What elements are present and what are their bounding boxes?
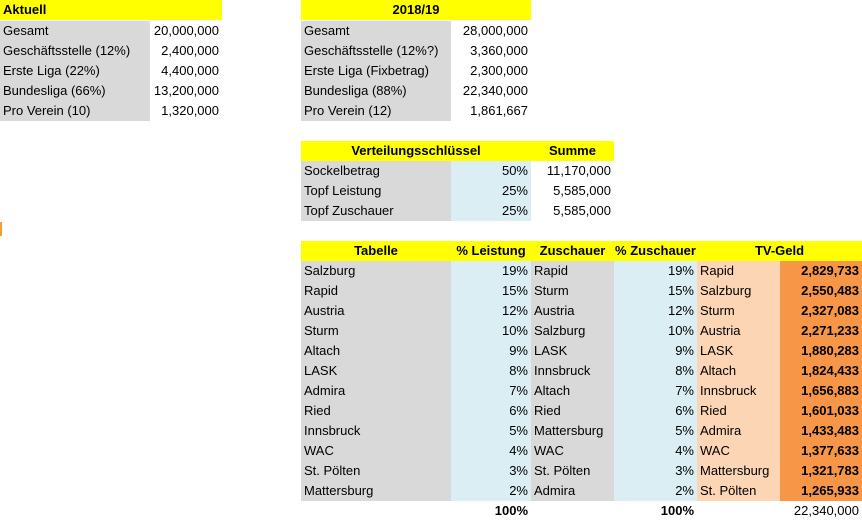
tv-amount[interactable]: 2,327,083 [780,301,862,321]
pct-leistung[interactable]: 8% [451,361,531,381]
header-zuschauer[interactable]: Zuschauer [531,241,614,261]
tv-team[interactable]: LASK [697,341,780,361]
pct-leistung[interactable]: 12% [451,301,531,321]
pct-zuschauer[interactable]: 2% [614,481,697,501]
tabelle-team[interactable]: LASK [301,361,451,381]
pct-leistung[interactable]: 3% [451,461,531,481]
header-pct-zuschauer[interactable]: % Zuschauer [614,241,697,261]
tv-team[interactable]: Ried [697,401,780,421]
pct-zuschauer[interactable]: 10% [614,321,697,341]
zuschauer-team[interactable]: Admira [531,481,614,501]
season-header[interactable]: 2018/19 [301,0,531,20]
pct-leistung[interactable]: 2% [451,481,531,501]
tabelle-team[interactable]: Rapid [301,281,451,301]
pct-leistung[interactable]: 4% [451,441,531,461]
header-tabelle[interactable]: Tabelle [301,241,451,261]
season-value[interactable]: 2,300,000 [451,61,531,81]
tabelle-team[interactable]: Austria [301,301,451,321]
verteilung-sum[interactable]: 5,585,000 [531,201,614,221]
pct-zuschauer[interactable]: 8% [614,361,697,381]
aktuell-header[interactable]: Aktuell [0,0,222,20]
pct-leistung[interactable]: 7% [451,381,531,401]
zuschauer-team[interactable]: Rapid [531,261,614,281]
zuschauer-team[interactable]: Austria [531,301,614,321]
header-tv-geld[interactable]: TV-Geld [697,241,862,261]
pct-leistung[interactable]: 5% [451,421,531,441]
season-value[interactable]: 28,000,000 [451,21,531,41]
zuschauer-team[interactable]: Altach [531,381,614,401]
tv-amount[interactable]: 2,829,733 [780,261,862,281]
zuschauer-team[interactable]: Salzburg [531,321,614,341]
pct-zuschauer[interactable]: 6% [614,401,697,421]
tabelle-team[interactable]: Admira [301,381,451,401]
verteilung-pct[interactable]: 50% [451,161,531,181]
tv-amount[interactable]: 1,377,633 [780,441,862,461]
tv-amount[interactable]: 2,550,483 [780,281,862,301]
aktuell-value[interactable]: 20,000,000 [150,21,222,41]
aktuell-label[interactable]: Erste Liga (22%) [0,61,150,81]
tv-team[interactable]: Mattersburg [697,461,780,481]
pct-zuschauer[interactable]: 19% [614,261,697,281]
pct-leistung[interactable]: 10% [451,321,531,341]
season-label[interactable]: Gesamt [301,21,451,41]
tv-team[interactable]: Salzburg [697,281,780,301]
aktuell-label[interactable]: Geschäftsstelle (12%) [0,41,150,61]
tv-amount[interactable]: 1,880,283 [780,341,862,361]
tabelle-team[interactable]: Altach [301,341,451,361]
season-label[interactable]: Pro Verein (12) [301,101,451,121]
tv-team[interactable]: Innsbruck [697,381,780,401]
pct-leistung[interactable]: 6% [451,401,531,421]
pct-zuschauer[interactable]: 3% [614,461,697,481]
aktuell-value[interactable]: 1,320,000 [150,101,222,121]
season-value[interactable]: 22,340,000 [451,81,531,101]
pct-zuschauer[interactable]: 9% [614,341,697,361]
tabelle-team[interactable]: Salzburg [301,261,451,281]
pct-leistung[interactable]: 19% [451,261,531,281]
verteilung-label[interactable]: Topf Zuschauer [301,201,451,221]
pct-zuschauer[interactable]: 5% [614,421,697,441]
tv-team[interactable]: Austria [697,321,780,341]
tabelle-team[interactable]: St. Pölten [301,461,451,481]
zuschauer-team[interactable]: WAC [531,441,614,461]
tabelle-team[interactable]: Innsbruck [301,421,451,441]
zuschauer-team[interactable]: Mattersburg [531,421,614,441]
tv-team[interactable]: Sturm [697,301,780,321]
tv-team[interactable]: WAC [697,441,780,461]
zuschauer-team[interactable]: Sturm [531,281,614,301]
cell-cursor-marker [0,222,2,236]
season-label[interactable]: Erste Liga (Fixbetrag) [301,61,451,81]
verteilung-header[interactable]: Verteilungsschlüssel [301,141,531,161]
tv-team[interactable]: Altach [697,361,780,381]
zuschauer-team[interactable]: St. Pölten [531,461,614,481]
pct-leistung[interactable]: 9% [451,341,531,361]
aktuell-value[interactable]: 2,400,000 [150,41,222,61]
zuschauer-team[interactable]: LASK [531,341,614,361]
total-tv-geld[interactable]: 22,340,000 [697,501,862,521]
season-value[interactable]: 1,861,667 [451,101,531,121]
season-value[interactable]: 3,360,000 [451,41,531,61]
verteilung-pct[interactable]: 25% [451,201,531,221]
pct-zuschauer[interactable]: 7% [614,381,697,401]
tabelle-team[interactable]: WAC [301,441,451,461]
tv-amount[interactable]: 1,433,483 [780,421,862,441]
pct-zuschauer[interactable]: 4% [614,441,697,461]
tv-team[interactable]: Admira [697,421,780,441]
verteilung-label[interactable]: Sockelbetrag [301,161,451,181]
zuschauer-team[interactable]: Ried [531,401,614,421]
verteilung-label[interactable]: Topf Leistung [301,181,451,201]
tv-amount[interactable]: 1,656,883 [780,381,862,401]
zuschauer-team[interactable]: Innsbruck [531,361,614,381]
pct-zuschauer[interactable]: 15% [614,281,697,301]
aktuell-value[interactable]: 13,200,000 [150,81,222,101]
tv-amount[interactable]: 1,824,433 [780,361,862,381]
tv-team[interactable]: Rapid [697,261,780,281]
aktuell-label[interactable]: Gesamt [0,21,150,41]
verteilung-sum[interactable]: 5,585,000 [531,181,614,201]
verteilung-pct[interactable]: 25% [451,181,531,201]
tabelle-team[interactable]: Sturm [301,321,451,341]
tv-team[interactable]: St. Pölten [697,481,780,501]
total-pct-leistung[interactable]: 100% [451,501,531,521]
header-pct-leistung[interactable]: % Leistung [451,241,531,261]
season-label[interactable]: Bundesliga (88%) [301,81,451,101]
total-pct-zuschauer[interactable]: 100% [614,501,697,521]
aktuell-label[interactable]: Pro Verein (10) [0,101,150,121]
verteilung-sum[interactable]: 11,170,000 [531,161,614,181]
season-label[interactable]: Geschäftsstelle (12%?) [301,41,451,61]
tv-amount[interactable]: 1,265,933 [780,481,862,501]
tv-amount[interactable]: 1,321,783 [780,461,862,481]
tv-amount[interactable]: 2,271,233 [780,321,862,341]
tabelle-team[interactable]: Ried [301,401,451,421]
aktuell-value[interactable]: 4,400,000 [150,61,222,81]
tabelle-team[interactable]: Mattersburg [301,481,451,501]
aktuell-label[interactable]: Bundesliga (66%) [0,81,150,101]
pct-leistung[interactable]: 15% [451,281,531,301]
tv-amount[interactable]: 1,601,033 [780,401,862,421]
pct-zuschauer[interactable]: 12% [614,301,697,321]
verteilung-sum-header[interactable]: Summe [531,141,614,161]
